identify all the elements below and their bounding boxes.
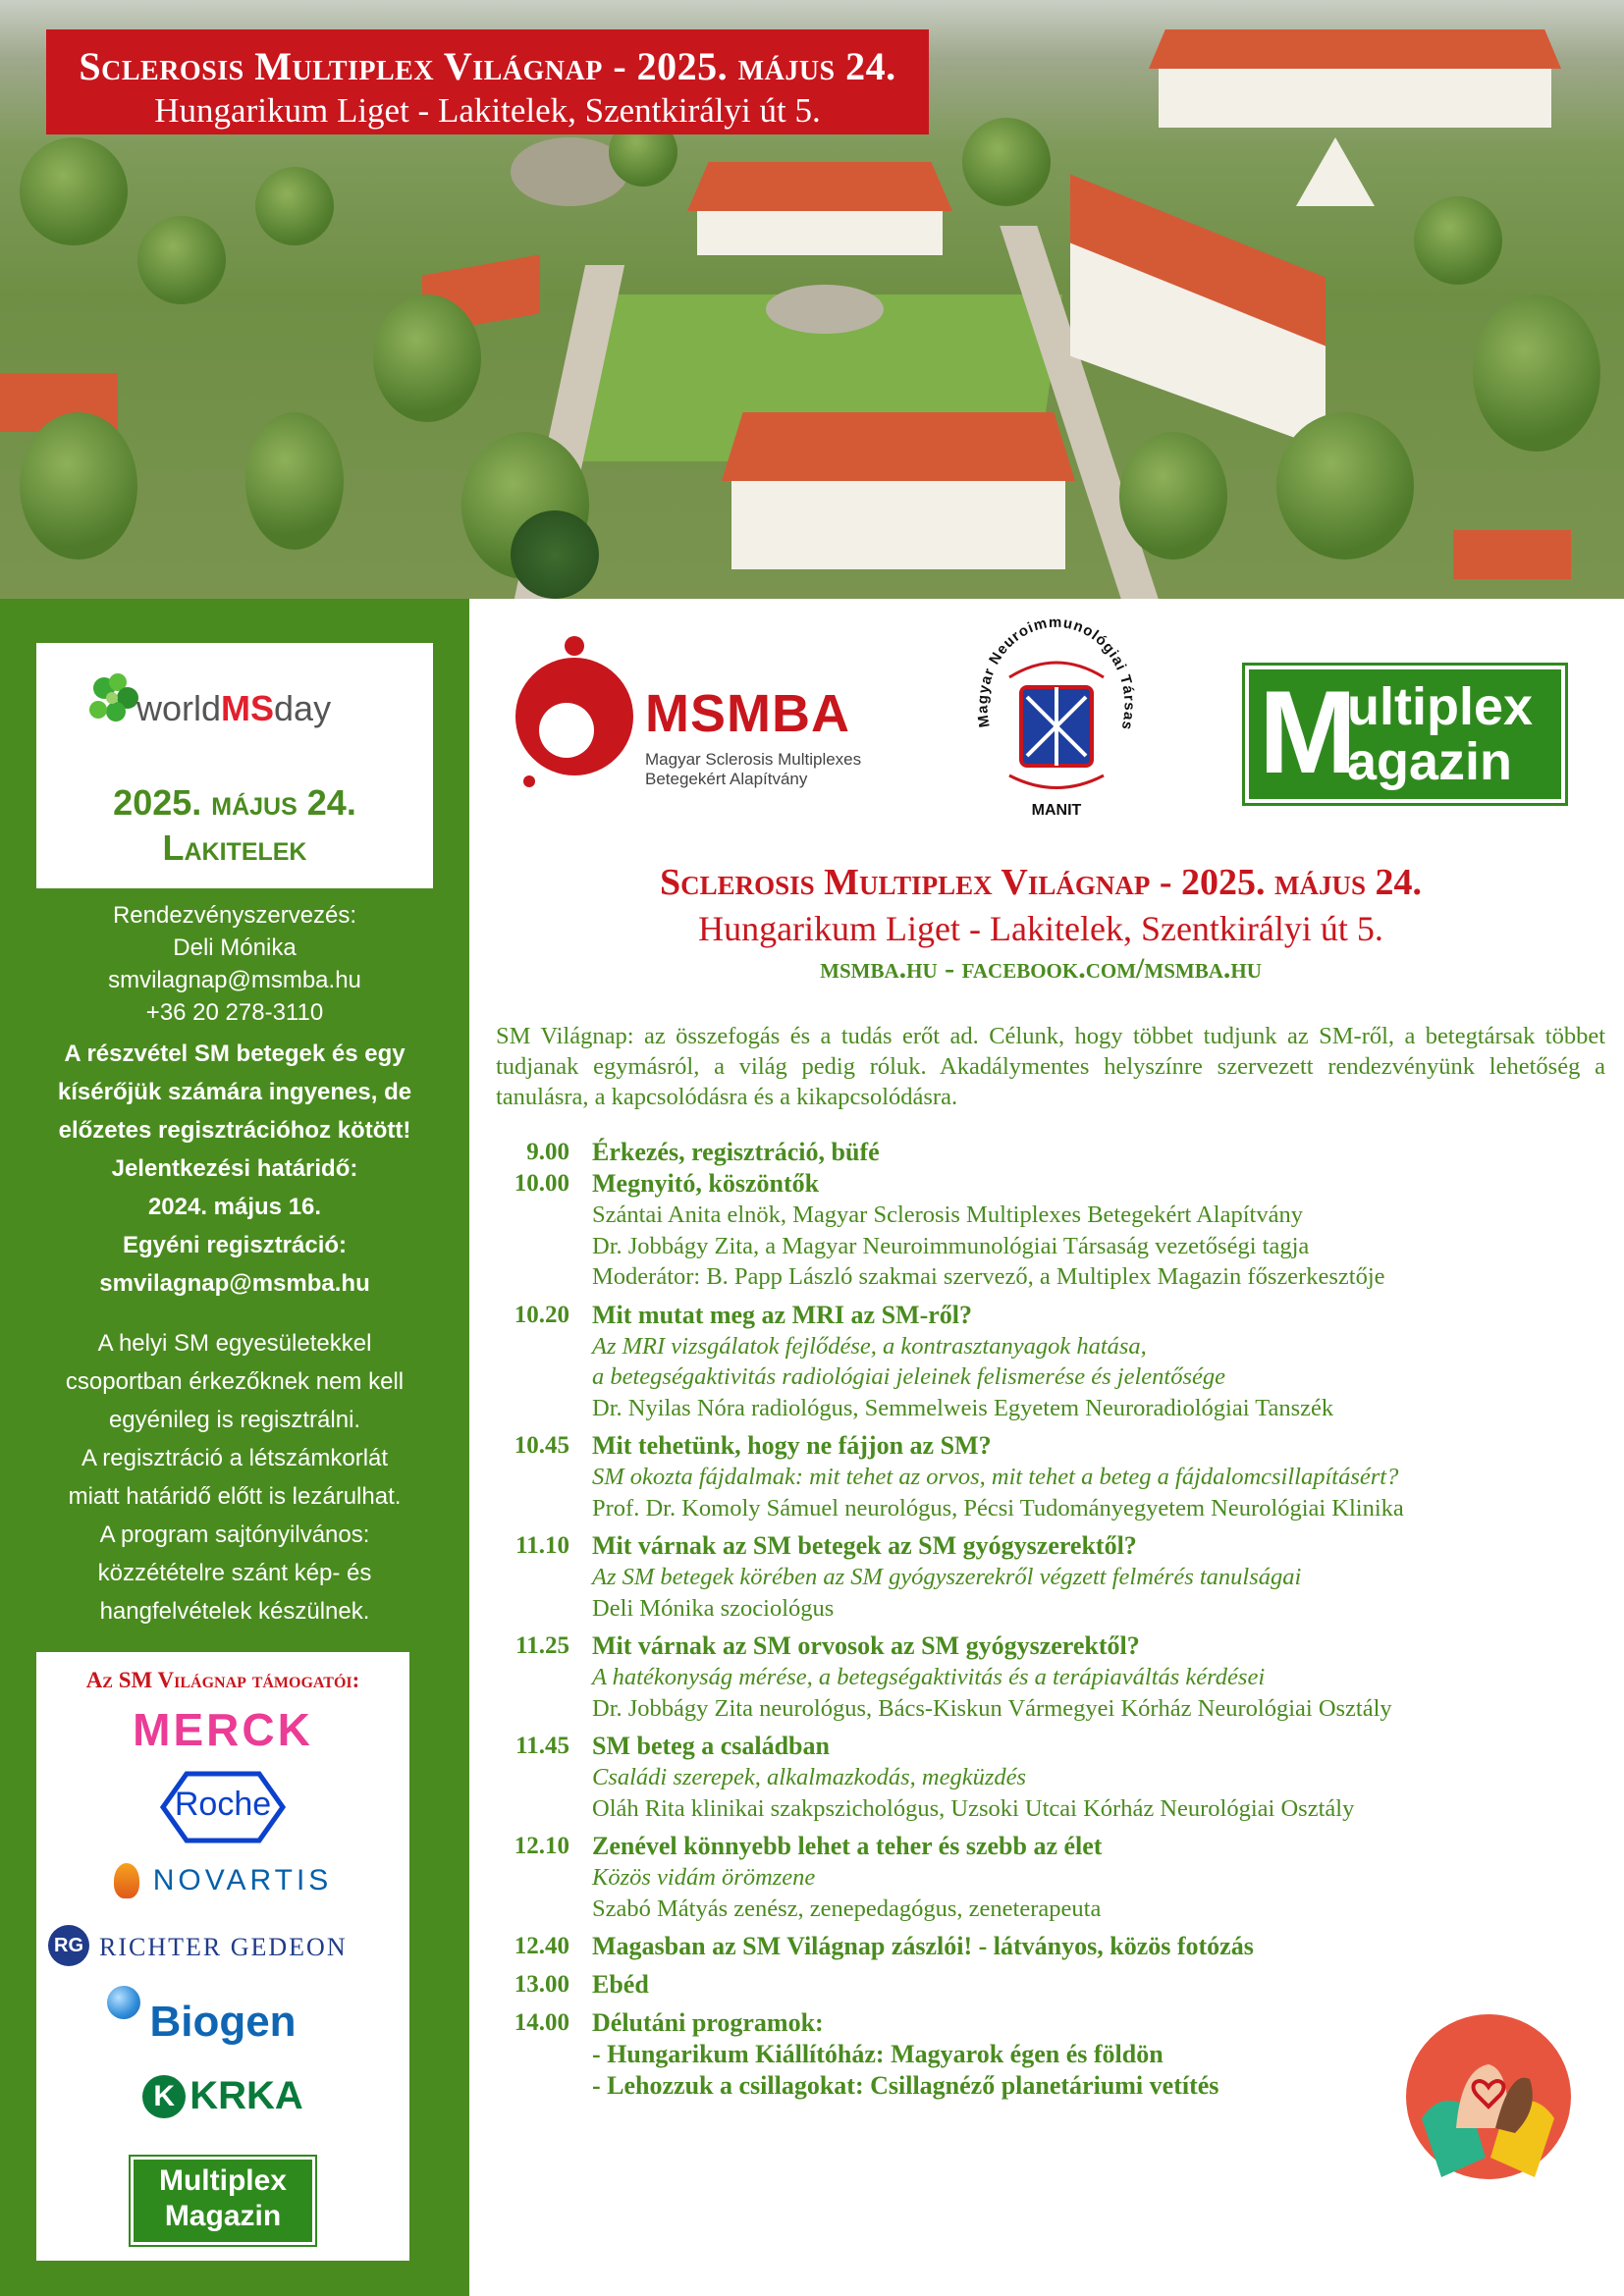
program-speaker: Prof. Dr. Komoly Sámuel neurológus, Pécsi Tudományegyetem Neurológiai Klinika <box>592 1494 1404 1522</box>
program-subtitle: a betegségaktivitás radiológiai jeleinek felismerése és jelentősége <box>592 1363 1225 1390</box>
event-links[interactable]: msmba.hu - facebook.com/msmba.hu <box>820 952 1262 985</box>
organizer-label: Rendezvényszervezés: <box>112 902 357 929</box>
program-item <box>496 1137 1615 1168</box>
hero-title-line1: Sclerosis Multiplex Világnap - 2025. május 24. <box>79 44 896 88</box>
program-speaker: Deli Mónika szociológus <box>592 1594 835 1622</box>
program-title: Délutáni programok: <box>592 2008 824 2037</box>
afternoon-program-line: - Hungarikum Kiállítóház: Magyarok égen és földön <box>592 2040 1164 2068</box>
program-title: Mit tehetünk, hogy ne fájjon az SM? <box>592 1431 992 1460</box>
program-title: Ebéd <box>592 1970 649 1999</box>
program-title: SM beteg a családban <box>592 1732 830 1760</box>
event-date: 2025. május 24. Lakitelek <box>113 782 356 868</box>
registration-info <box>20 1035 450 1303</box>
msmba-subtitle-line: Magyar Sclerosis Multiplexes <box>645 750 862 769</box>
registration-line: Jelentkezési határidő: <box>111 1155 358 1182</box>
program-speaker: Szántai Anita elnök, Magyar Sclerosis Multiplexes Betegekért Alapítvány <box>592 1201 1303 1228</box>
event-location: Hungarikum Liget - Lakitelek, Szentkirályi út 5. <box>698 909 1383 948</box>
program-speaker: Oláh Rita klinikai szakpszichológus, Uzsoki Utcai Kórház Neurológiai Osztály <box>592 1794 1355 1822</box>
note-line: miatt határidő előtt is lezárulhat. <box>68 1483 402 1510</box>
program-time: 10.00 <box>514 1170 569 1197</box>
registration-line: Egyéni regisztráció: <box>122 1232 348 1258</box>
program-time: 11.25 <box>515 1632 569 1659</box>
program-speaker: Szabó Mátyás zenész, zenepedagógus, zeneterapeuta <box>592 1895 1102 1922</box>
program-item <box>496 1931 1615 1962</box>
multiplex-magazin-logo: M ultiplex agazin <box>1245 666 1565 803</box>
manit-logo <box>970 618 1142 825</box>
note-line: A helyi SM egyesületekkel <box>97 1330 372 1357</box>
program-title: Zenével könnyebb lehet a teher és szebb az élet <box>592 1832 1103 1860</box>
hero-photo <box>0 0 1624 599</box>
world-ms-day-wordmark: worldMSday <box>136 688 332 728</box>
program-item <box>496 1731 1615 1824</box>
program-subtitle: Az MRI vizsgálatok fejlődése, a kontrasztanyagok hatása, <box>592 1332 1147 1360</box>
program-time: 12.40 <box>514 1933 569 1959</box>
program-item <box>496 1430 1615 1523</box>
intro-paragraph: SM Világnap: az összefogás és a tudás erőt ad. Célunk, hogy többet tudjunk az SM-ről, a betegtársak többet tudjanak egymásról, a világ pedig róluk. Akadálymentes helyszínre szervezett rendezvényünk lehetőség a tanulásra, a kapcsolódásra és a kikapcsolódásra. <box>496 1023 1605 1110</box>
note-line: közzétételre szánt kép- és <box>97 1560 372 1586</box>
program-time: 13.00 <box>514 1971 569 1998</box>
program-item <box>496 1530 1615 1624</box>
hands-heart-illustration-icon <box>1402 2010 1574 2182</box>
program-title: Mit várnak az SM betegek az SM gyógyszerektől? <box>592 1531 1137 1560</box>
krka-k-icon: K <box>142 2075 186 2118</box>
msmba-logo: MSMBA Magyar Sclerosis Multiplexes Betegekért Alapítvány <box>506 634 898 801</box>
organizer-info <box>20 899 450 1029</box>
left-sidebar <box>0 599 469 2296</box>
program-time: 14.00 <box>514 2009 569 2036</box>
program-item <box>496 1168 1615 1293</box>
program-subtitle: Közös vidám örömzene <box>592 1864 816 1891</box>
sponsors-box: Az SM Világnap támogatói: MERCK Roche NOVARTIS RG RICHTER GEDEON Biogen K KRKA Multiplex Magazin <box>36 1652 409 2261</box>
program-item <box>496 1969 1615 2001</box>
biogen-sphere-icon <box>107 1986 140 2019</box>
event-title: Sclerosis Multiplex Világnap - 2025. május 24. <box>659 862 1423 903</box>
merck-logo: MERCK <box>133 1704 313 1755</box>
novartis-logo: NOVARTIS <box>36 1863 409 1898</box>
program-time: 11.10 <box>515 1532 569 1559</box>
roche-logo: Roche <box>36 1770 409 1808</box>
program-item <box>496 1630 1615 1724</box>
program-title: Magasban az SM Világnap zászlói! - látványos, közös fotózás <box>592 1932 1254 1960</box>
richter-rg-icon: RG <box>48 1925 89 1966</box>
biogen-logo: Biogen <box>36 1986 409 2035</box>
program-subtitle: SM okozta fájdalmak: mit tehet az orvos, mit tehet a beteg a fájdalomcsillapításért? <box>592 1464 1399 1490</box>
program-speaker: Moderátor: B. Papp László szakmai szervező, a Multiplex Magazin főszerkesztője <box>592 1263 1385 1290</box>
note-line: hangfelvételek készülnek. <box>99 1598 370 1625</box>
program-time: 12.10 <box>514 1833 569 1859</box>
program-schedule <box>496 1137 1615 2102</box>
novartis-flame-icon <box>114 1863 139 1898</box>
svg-text:Magyar Neuroimmunológiai Társa: Magyar Neuroimmunológiai Társas <box>974 618 1138 732</box>
registration-line: A részvétel SM betegek és egy <box>64 1041 406 1067</box>
afternoon-program-line: - Lehozzuk a csillagokat: Csillagnéző planetáriumi vetítés <box>592 2071 1219 2100</box>
note-line: A regisztráció a létszámkorlát <box>81 1445 389 1471</box>
program-speaker: Dr. Jobbágy Zita, a Magyar Neuroimmunológiai Társaság vezetőségi tagja <box>592 1232 1310 1259</box>
msmba-subtitle-line: Betegekért Alapítvány <box>645 770 808 788</box>
program-time: 10.45 <box>514 1432 569 1459</box>
svg-text:MANIT: MANIT <box>1031 802 1082 819</box>
registration-line: kísérőjük számára ingyenes, de <box>57 1079 412 1105</box>
registration-line: 2024. május 16. <box>147 1194 322 1220</box>
registration-line: előzetes regisztrációhoz kötött! <box>58 1117 411 1144</box>
program-subtitle: A hatékonyság mérése, a betegségaktivitás és a terápiaváltás kérdései <box>592 1664 1266 1690</box>
note-line: csoportban érkezőknek nem kell <box>65 1368 405 1395</box>
manit-emblem-icon <box>970 618 1142 825</box>
sponsors-title: Az SM Világnap támogatói: <box>85 1668 360 1692</box>
small-logo-line2: Magazin <box>164 2200 282 2232</box>
program-title: Mit mutat meg az MRI az SM-ről? <box>592 1300 972 1329</box>
hero-title-banner <box>46 29 929 134</box>
program-time: 9.00 <box>526 1139 569 1165</box>
organizer-phone: +36 20 278-3110 <box>145 999 324 1026</box>
program-time: 11.45 <box>515 1733 569 1759</box>
note-line: A program sajtónyilvános: <box>99 1522 370 1548</box>
program-subtitle: Családi szerepek, alkalmazkodás, megküzdés <box>592 1764 1027 1790</box>
organizer-name: Deli Mónika <box>173 934 297 961</box>
multiplex-magazin-small-logo <box>36 2157 409 2245</box>
program-title: Mit várnak az SM orvosok az SM gyógyszerektől? <box>592 1631 1140 1660</box>
hero-title-line2: Hungarikum Liget - Lakitelek, Szentkirályi út 5. <box>154 91 821 130</box>
program-title: Megnyitó, köszöntők <box>592 1169 820 1198</box>
program-item <box>496 1300 1615 1424</box>
registration-email[interactable]: smvilagnap@msmba.hu <box>99 1270 370 1297</box>
partner-logos <box>469 599 1624 844</box>
program-title: Érkezés, regisztráció, büfé <box>592 1138 880 1166</box>
program-subtitle: Az SM betegek körében az SM gyógyszerekről végzett felmérés tanulságai <box>592 1564 1302 1590</box>
program-speaker: Dr. Nyilas Nóra radiológus, Semmelweis Egyetem Neuroradiológiai Tanszék <box>592 1394 1334 1421</box>
krka-logo: K KRKA <box>36 2074 409 2118</box>
note-line: egyénileg is regisztrálni. <box>108 1407 361 1433</box>
small-logo-line1: Multiplex <box>158 2164 287 2197</box>
program-item <box>496 1831 1615 1924</box>
world-ms-day-box <box>36 643 433 888</box>
group-note <box>20 1324 450 1630</box>
organizer-email[interactable]: smvilagnap@msmba.hu <box>108 967 361 993</box>
msmba-drop-icon <box>506 634 643 791</box>
program-speaker: Dr. Jobbágy Zita neurológus, Bács-Kiskun Vármegyei Kórház Neurológiai Osztály <box>592 1694 1392 1722</box>
program-time: 10.20 <box>514 1301 569 1328</box>
